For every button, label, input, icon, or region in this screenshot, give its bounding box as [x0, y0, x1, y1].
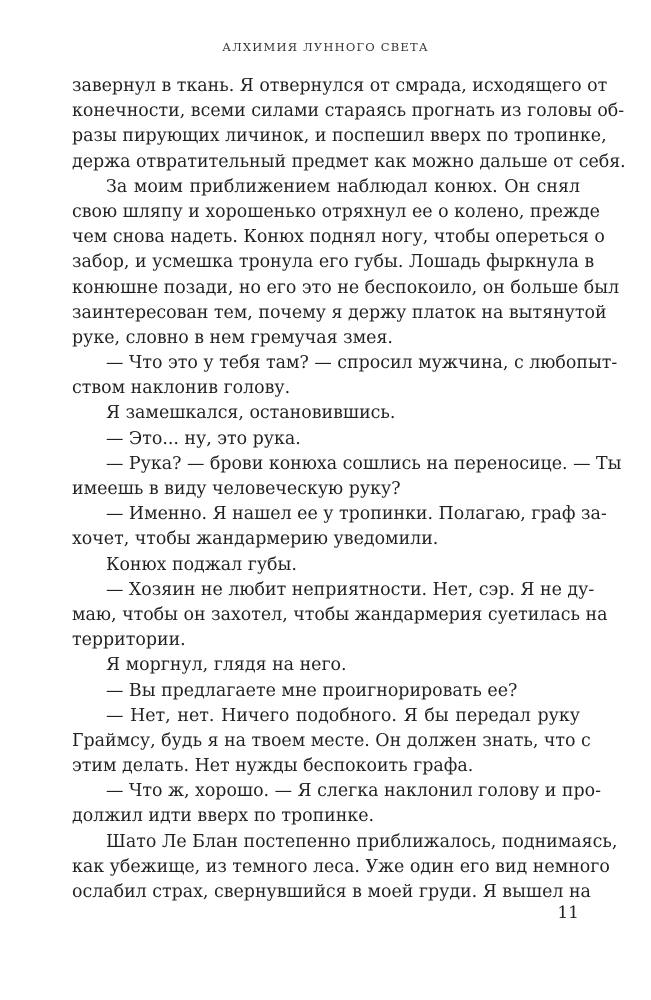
text-line: этим делать. Нет нужды беспокоить графа. [72, 756, 474, 777]
text-line: — Нет, нет. Ничего подобного. Я бы передал руку [106, 705, 580, 726]
text-line: Шато Ле Блан постепенно приближалось, поднимаясь, [106, 831, 618, 852]
text-line: — Рука? — брови конюха сошлись на переносице. — Ты [106, 453, 622, 474]
text-line: руке, словно в нем гремучая змея. [72, 327, 393, 348]
text-line: — Что ж, хорошо. — Я слегка наклонил голову и про- [106, 781, 601, 802]
text-line: маю, чтобы он захотел, чтобы жандармерия суетилась на [72, 604, 608, 625]
text-line: Я замешкался, остановившись. [106, 403, 396, 424]
text-line: — Это... ну, это рука. [106, 428, 301, 449]
text-line: хочет, чтобы жандармерию уведомили. [72, 529, 439, 550]
text-line: разы пирующих личинок, и поспешил вверх по тропинке, [72, 126, 607, 147]
text-line: конюшне позади, но его это не беспокоило, он больше был [72, 277, 620, 298]
text-line: имеешь в виду человеческую руку? [72, 479, 401, 499]
text-line: — Что это у тебя там? — спросил мужчина, с любопыт- [106, 353, 618, 374]
text-line: ством наклонив голову. [72, 378, 291, 399]
text-line: конечности, всеми силами стараясь прогнать из головы об- [72, 101, 625, 122]
text-line: Граймсу, будь я на твоем месте. Он должен знать, что с [72, 730, 591, 751]
text-line: — Хозяин не любит неприятности. Нет, сэр. Я не ду- [106, 579, 595, 600]
text-line: заинтересован тем, почему я держу платок на вытянутой [72, 302, 607, 323]
text-line: — Именно. Я нашел ее у тропинки. Полагаю, граф за- [106, 504, 607, 525]
text-line: чем снова надеть. Конюх поднял ногу, чтобы опереться о [72, 227, 605, 248]
body-text [72, 74, 626, 905]
text-line: как убежище, из темного леса. Уже один его вид немного [72, 856, 610, 877]
text-line: забор, и усмешка тронула его губы. Лошадь фыркнула в [72, 252, 595, 273]
text-line: ослабил страх, свернувшийся в моей груди. Я вышел на [72, 882, 591, 902]
text-line: территории. [72, 630, 186, 651]
text-line: завернул в ткань. Я отвернулся от смрада, исходящего от [72, 76, 608, 96]
text-line: Конюх поджал губы. [106, 554, 297, 575]
text-line: держа отвратительный предмет как можно дальше от себя. [72, 151, 626, 172]
text-line: — Вы предлагаете мне проигнорировать ее? [106, 680, 518, 701]
text-line: должил идти вверх по тропинке. [72, 806, 375, 827]
text-line: свою шляпу и хорошенько отряхнул ее о колено, прежде [72, 201, 600, 222]
page-number: 11 [557, 903, 579, 923]
running-head: АЛХИМИЯ ЛУННОГО СВЕТА [222, 40, 429, 54]
text-line: За моим приближением наблюдал конюх. Он снял [106, 176, 580, 197]
text-line: Я моргнул, глядя на него. [106, 655, 347, 676]
